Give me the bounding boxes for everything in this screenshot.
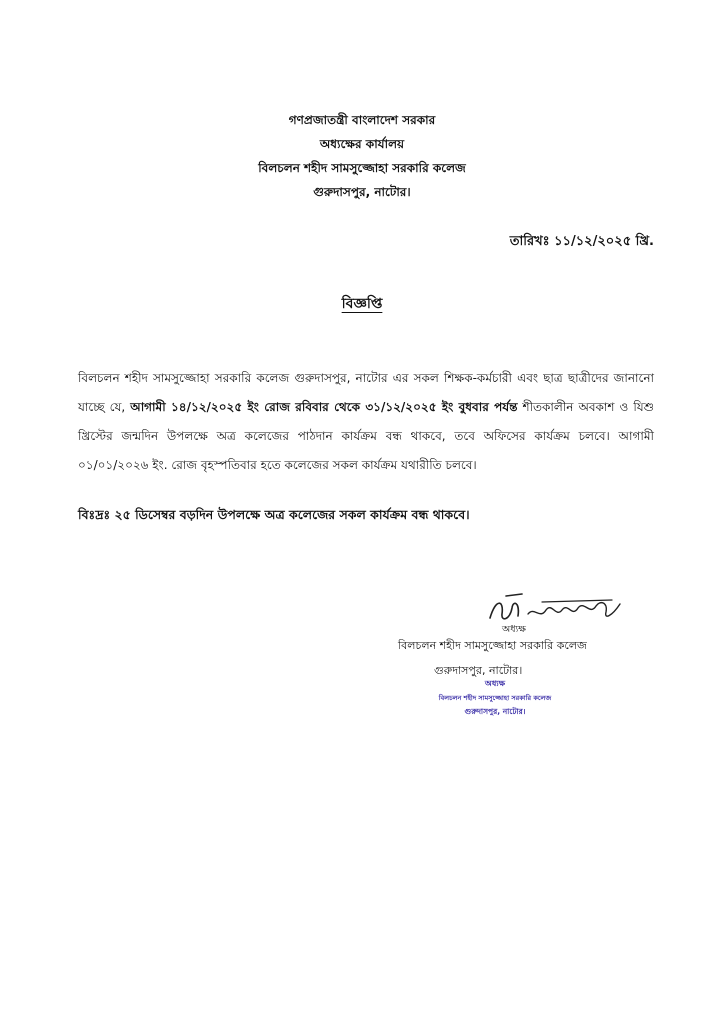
body-text-bold-dates: আগামী ১৪/১২/২০২৫ ইং রোজ রবিবার থেকে ৩১/১২/২০২৫ ইং বুধবার পর্যন্ত: [130, 400, 518, 414]
notice-note: বিঃদ্রঃ ২৫ ডিসেম্বর বড়দিন উপলক্ষে অত্র কলেজের সকল কার্যক্রম বন্ধ থাকবে।: [78, 507, 470, 522]
seal-role: অধ্যক্ষ: [484, 679, 506, 688]
government-name: গণপ্রজাতন্ত্রী বাংলাদেশ সরকার: [288, 113, 436, 127]
notice-date: তারিখঃ ১১/১২/২০২৫ খ্রি.: [509, 234, 654, 249]
body-text-part1: বিলচলন শহীদ সামসুজ্জোহা সরকারি কলেজ গুরুদাসপুর, নাটোর এর সকল শিক্ষক-কর্মচারী এবং ছাত্র ছাত্রীদের জানানো যাচ্ছে যে,: [78, 371, 654, 414]
seal-location: গুরুদাসপুর, নাটোর।: [464, 707, 526, 716]
signatory-college: বিলচলন শহীদ সামসুজ্জোহা সরকারি কলেজ: [398, 639, 587, 652]
college-address: গুরুদাসপুর, নাটোর।: [313, 185, 411, 199]
signatory-role: অধ্যক্ষ: [502, 624, 527, 635]
college-name: বিলচলন শহীদ সামসুজ্জোহা সরকারি কলেজ: [258, 161, 466, 175]
notice-title: বিজ্ঞপ্তি: [341, 296, 383, 312]
official-seal: [420, 677, 570, 719]
seal-college: বিলচলন শহীদ সামসুজ্জোহা সরকারি কলেজ: [438, 694, 552, 702]
body-text-part2: শীতকালীন অবকাশ ও যিশু খ্রিস্টের জন্মদিন উপলক্ষে অত্র কলেজের পাঠদান কার্যক্রম বন্ধ থাকবে, তবে অফিসের কার্যক্রম চলবে। আগামী ০১/০১/২০২৬ ইং. রোজ বৃহস্পতিবার হতে কলেজের সকল কার্যক্রম যথারীতি চলবে।: [78, 400, 655, 472]
signatory-location: গুরুদাসপুর, নাটোর।: [434, 664, 523, 677]
office-name: অধ্যক্ষের কার্যালয়: [319, 137, 405, 151]
